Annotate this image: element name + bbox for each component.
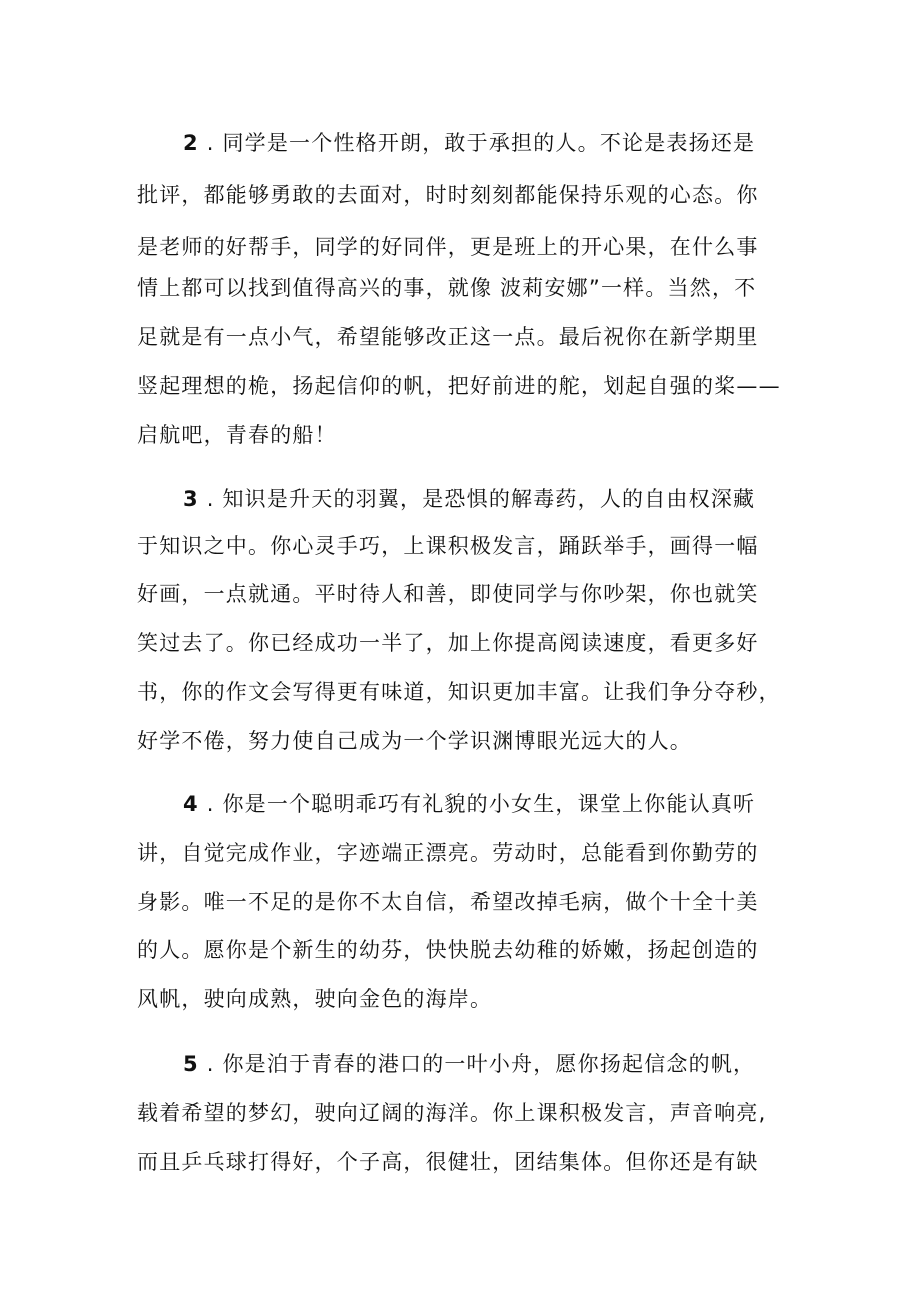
paragraph-4-number: 4 — [183, 792, 199, 816]
paragraph-3-line-3: 好画，一点就通。平时待人和善，即使同学与你吵架，你也就笑 — [137, 582, 759, 606]
paragraph-4-line-5: 风帆，驶向成熟，驶向金色的海岸。 — [137, 987, 493, 1011]
paragraph-3-line-4: 笑过去了。你已经成功一半了，加上你提高阅读速度，看更多好 — [137, 631, 759, 655]
paragraph-3-line-1: 3 . 知识是升天的羽翼，是恐惧的解毒药，人的自由权深藏 — [183, 487, 756, 511]
paragraph-3-line-5: 书，你的作文会写得更有味道，知识更加丰富。让我们争分夺秒， — [137, 680, 781, 704]
paragraph-2-line-2: 批评，都能够勇敢的去面对，时时刻刻都能保持乐观的心态。你 — [137, 183, 759, 207]
paragraph-2-number: 2 — [183, 131, 199, 155]
paragraph-2-line-3: 是老师的好帮手，同学的好同伴，更是班上的开心果，在什么事 — [137, 235, 759, 259]
paragraph-3-number: 3 — [183, 487, 199, 511]
paragraph-2-line-7: 启航吧，青春的船！ — [137, 423, 337, 447]
paragraph-5-line-3: 而且乒乓球打得好，个子高，很健壮，团结集体。但你还是有缺 — [137, 1150, 759, 1174]
paragraph-5-number: 5 — [183, 1052, 199, 1076]
paragraph-2-line-6: 竖起理想的桅，扬起信仰的帆，把好前进的舵，划起自强的桨—— — [137, 374, 781, 398]
paragraph-5-line-1: 5 . 你是泊于青春的港口的一叶小舟，愿你扬起信念的帆， — [183, 1052, 756, 1076]
paragraph-2-line-5: 足就是有一点小气，希望能够改正这一点。最后祝你在新学期里 — [137, 325, 759, 349]
paragraph-4-line-2: 讲，自觉完成作业，字迹端正漂亮。劳动时，总能看到你勤劳的 — [137, 841, 759, 865]
paragraph-2-line-1: 2 . 同学是一个性格开朗，敢于承担的人。不论是表扬还是 — [183, 131, 756, 155]
paragraph-4-line-4: 的人。愿你是个新生的幼芬，快快脱去幼稚的娇嫩，扬起创造的 — [137, 938, 759, 962]
paragraph-3-line-6: 好学不倦，努力使自己成为一个学识渊博眼光远大的人。 — [137, 729, 692, 753]
paragraph-2-line-4: 情上都可以找到值得高兴的事，就像 波莉安娜”一样。当然，不 — [137, 276, 757, 300]
paragraph-4-line-1: 4 . 你是一个聪明乖巧有礼貌的小女生，课堂上你能认真听 — [183, 792, 756, 816]
paragraph-3-line-2: 于知识之中。你心灵手巧，上课积极发言，踊跃举手，画得一幅 — [137, 534, 759, 558]
paragraph-4-line-3: 身影。唯一不足的是你不太自信，希望改掉毛病，做个十全十美 — [137, 890, 759, 914]
paragraph-5-line-2: 载着希望的梦幻，驶向辽阔的海洋。你上课积极发言，声音响亮, — [137, 1101, 767, 1125]
